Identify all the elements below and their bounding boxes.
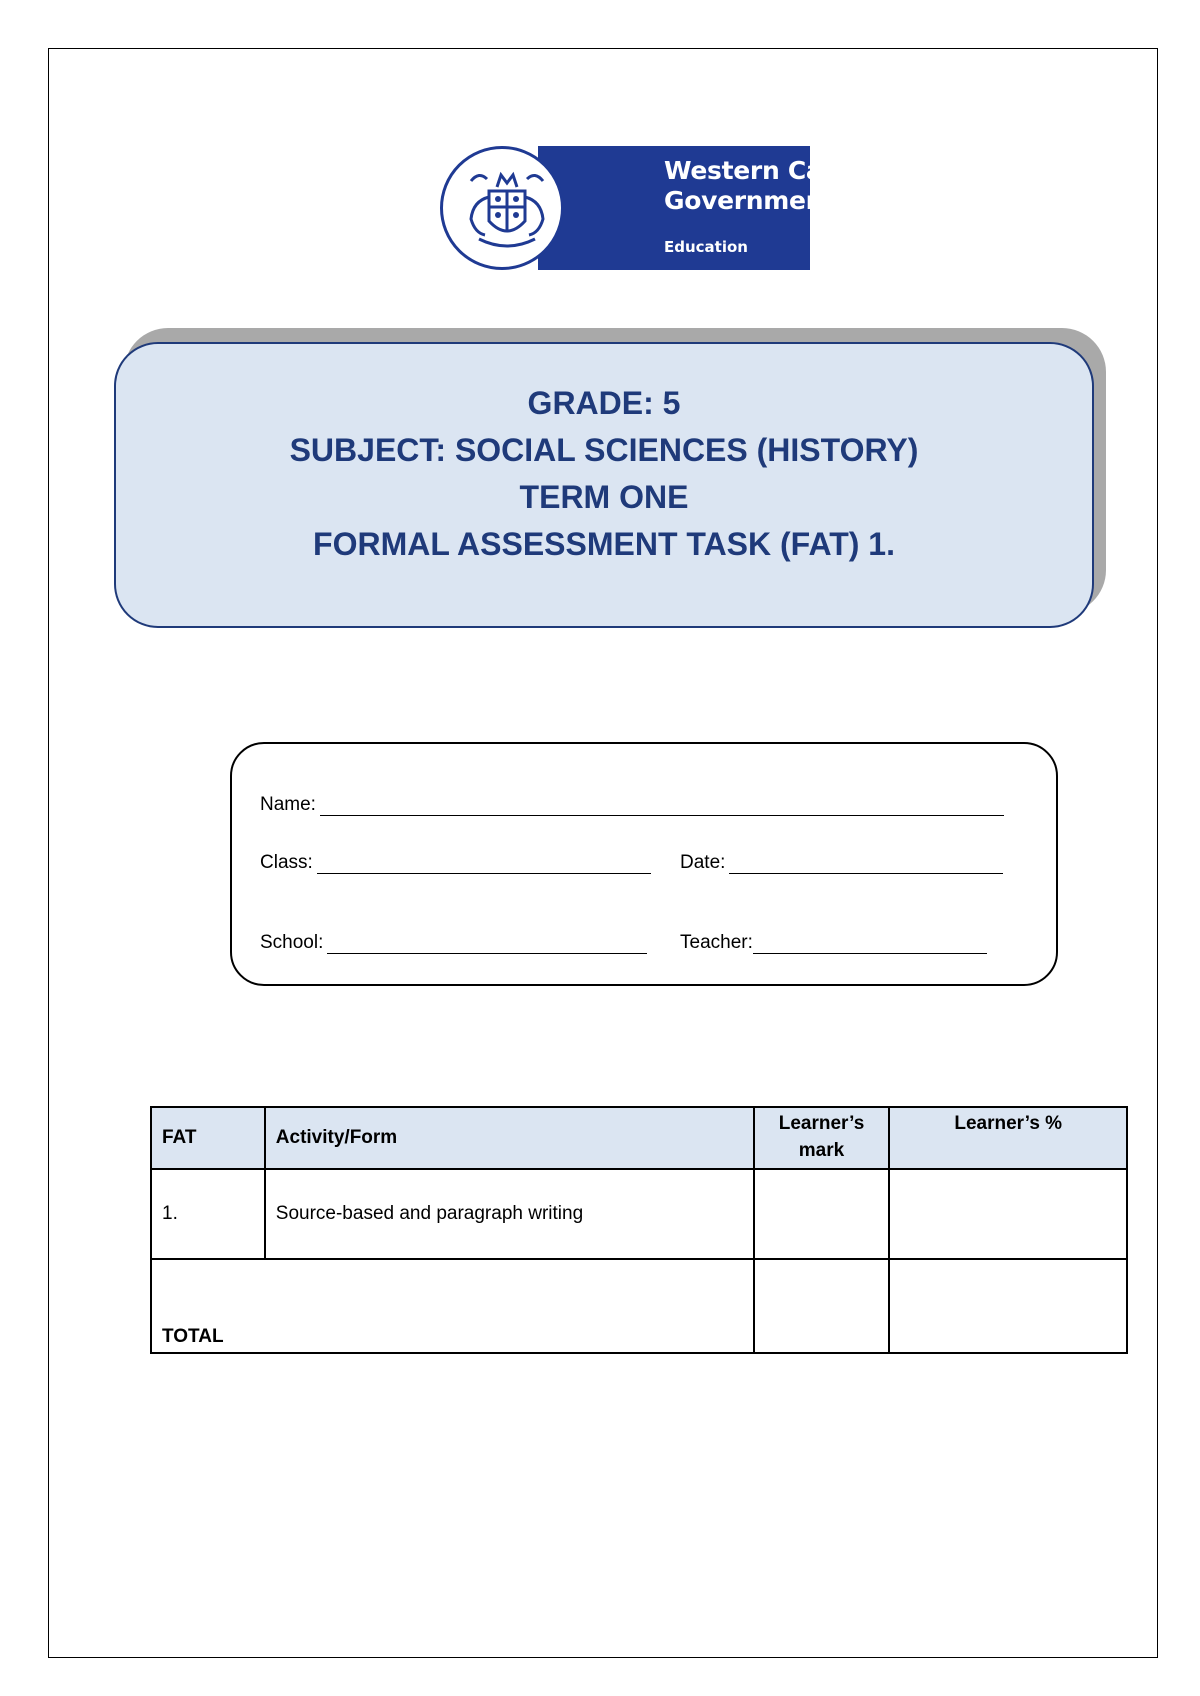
subject-heading: SUBJECT: SOCIAL SCIENCES (HISTORY) (289, 432, 919, 468)
logo-text-line1: Western Cape (664, 156, 857, 185)
logo-text-line2: Government (664, 186, 835, 215)
table-header-row (151, 1107, 1127, 1169)
school-label: School: (260, 932, 324, 953)
school-row (260, 932, 647, 954)
teacher-field[interactable] (753, 933, 987, 954)
total-percent-cell[interactable] (889, 1259, 1127, 1353)
logo-text-line3: Education (664, 238, 748, 256)
teacher-label: Teacher: (680, 932, 753, 953)
grade-heading: GRADE: 5 (527, 385, 681, 421)
teacher-row (680, 932, 987, 954)
percent-cell[interactable] (889, 1169, 1127, 1259)
learner-info-box (230, 742, 1058, 986)
term-heading: TERM ONE (519, 479, 689, 515)
logo-emblem (440, 146, 564, 270)
class-row (260, 852, 651, 874)
activity-cell: Source-based and paragraph writing (265, 1169, 754, 1259)
school-field[interactable] (327, 933, 647, 954)
class-label: Class: (260, 852, 313, 873)
name-field[interactable] (320, 795, 1004, 816)
coat-of-arms-icon (459, 161, 555, 261)
header-fat: FAT (151, 1107, 265, 1169)
mark-cell[interactable] (754, 1169, 890, 1259)
date-row (680, 852, 1003, 874)
western-cape-government-logo (438, 146, 857, 270)
header-activity: Activity/Form (265, 1107, 754, 1169)
total-row (151, 1259, 1127, 1353)
table-row (151, 1169, 1127, 1259)
name-label: Name: (260, 794, 316, 815)
header-learner-mark: Learner’s mark (754, 1107, 890, 1169)
date-field[interactable] (729, 853, 1003, 874)
name-row (260, 794, 1004, 816)
assessment-table (150, 1106, 1128, 1354)
fat-number-cell: 1. (151, 1169, 265, 1259)
date-label: Date: (680, 852, 726, 873)
total-label: TOTAL (151, 1259, 754, 1353)
class-field[interactable] (317, 853, 651, 874)
logo-banner (538, 146, 857, 270)
title-box (114, 342, 1094, 628)
task-heading: FORMAL ASSESSMENT TASK (FAT) 1. (313, 526, 895, 562)
header-learner-percent: Learner’s % (889, 1107, 1127, 1169)
total-mark-cell[interactable] (754, 1259, 890, 1353)
